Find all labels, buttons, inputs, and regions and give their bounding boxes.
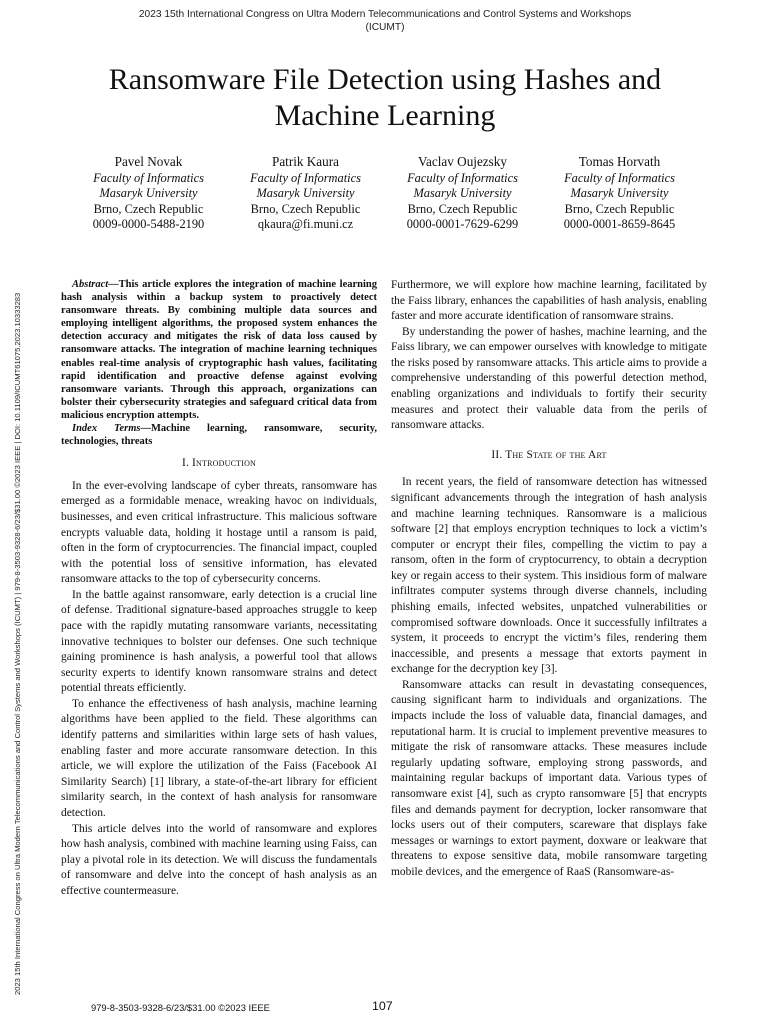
author-university: Masaryk University: [413, 186, 512, 201]
conference-header-line2: (ICUMT): [365, 22, 405, 33]
author-city: Brno, Czech Republic: [250, 201, 361, 216]
section-heading-state-of-the-art: II. The State of the Art: [491, 448, 607, 461]
conference-header: [90, 8, 680, 34]
index-terms: [61, 422, 377, 448]
abstract-text: —This article explores the integration of machine learning hash analysis within a backup system to proactively detect ransomware threats. By combining multiple data sources and employing intelligent algorithms, the proposed system enhances the detection accuracy and mitigates the risk of data loss caused by ransomware attacks. The integration of machine learning techniques enables real-time analysis of cryptographic hash values, facilitating rapid identification and proactive defense against evolving ransomware variants. Through this approach, organizations can bolster their cybersecurity strategies and safeguard critical data from malicious encryption attempts.: [61, 279, 377, 421]
paragraph: Ransomware attacks can result in devastating consequences, causing significant harm to individuals and organizations. The impacts include the loss of valuable data, financial damages, and reputational harm. It is crucial to implement preventive measures to mitigate the risk of ransomware attacks. These measures include regularly updating software, employing strong passwords, and maintaining regular backups of important data. Various types of ransomware exist [4], such as crypto ransomware [5] that encrypts files and demands payment for decryption, locker ransomware that locks users out of their computers, scareware that displays fake messages or warnings to extort payment, doxware or leakware that threatens to expose sensitive data, mobile ransomware targeting mobile devices, and the emergence of RaaS (Ransomware-as-: [391, 678, 707, 878]
author-name: Tomas Horvath: [578, 154, 661, 169]
author-orcid: 0000-0001-7629-6299: [406, 217, 519, 232]
author-university: Masaryk University: [570, 186, 669, 201]
author-university: Masaryk University: [256, 186, 355, 201]
right-column: [391, 278, 707, 880]
author-email: qkaura@fi.muni.cz: [257, 217, 354, 232]
left-column: [61, 278, 377, 899]
abstract: [61, 278, 377, 422]
author-3: [384, 154, 541, 233]
paper-title: Ransomware File Detection using Hashes and Machine Learning: [108, 63, 662, 132]
index-terms-text: —Machine learning, ransomware, security, technologies, threats: [61, 423, 377, 448]
paragraph: In the ever-evolving landscape of cyber threats, ransomware has emerged as a formidable menace, wreaking havoc on individuals, businesses, and even critical infrastructure. This malicious software encrypts valuable data, holding it hostage until a ransom is paid, often in the form of cryptocurrencies. The financial impact, coupled with the potential loss of sensitive information, has elevated ransomware attacks to the top of cybersecurity concerns.: [61, 479, 377, 586]
author-department: Faculty of Informatics: [250, 170, 361, 185]
author-4: [541, 154, 698, 233]
author-university: Masaryk University: [99, 186, 198, 201]
author-name: Vaclav Oujezsky: [418, 154, 507, 169]
author-orcid: 0009-0000-5488-2190: [92, 217, 205, 232]
conference-header-line1: 2023 15th International Congress on Ultra Modern Telecommunications and Control Systems and Workshops: [138, 9, 632, 20]
author-block: [70, 154, 698, 233]
paragraph: In recent years, the field of ransomware detection has witnessed significant advancements through the integration of hash analysis and machine learning techniques. Ransomware is a malicious software [2] that employs encryption techniques to lock a victim’s computer or encrypt their files, compelling the victim to pay a ransom, often in the form of cryptocurrency, to obtain a decryption key or regain access to their system. This insidious form of malware infiltrates computer systems through diverse channels, including phishing emails, infected websites, unpatched vulnerabilities or compromised software downloads. Once it successfully infiltrates a system, it proceeds to encrypt the victim’s files, rendering them inaccessible, and presents a message that extorts payment in exchange for the decryption key [3].: [391, 476, 707, 676]
paragraph: Furthermore, we will explore how machine learning, facilitated by the Faiss library, enhances the capabilities of hash analysis, enabling faster and more accurate identification of ransomware strains.: [391, 279, 707, 323]
page-number: 107: [372, 999, 393, 1013]
author-orcid: 0000-0001-8659-8645: [563, 217, 676, 232]
paragraph: This article delves into the world of ransomware and explores how hash analysis, combined with machine learning using Faiss, can play a pivotal role in its detection. We will discuss the fundamentals of ransomware and delve into the concept of hash analysis as an effective countermeasure.: [61, 822, 377, 897]
author-name: Patrik Kaura: [271, 154, 339, 169]
author-city: Brno, Czech Republic: [407, 201, 518, 216]
author-city: Brno, Czech Republic: [564, 201, 675, 216]
author-1: [70, 154, 227, 233]
paragraph: By understanding the power of hashes, machine learning, and the Faiss library, we can empower ourselves with knowledge to mitigate the risks posed by ransomware attacks. This article aims to provide a comprehensive understanding of this powerful detection method, enabling organizations and individuals to fortify their security measures and protect their valuable data from the perils of ransomware attacks.: [391, 325, 707, 432]
author-department: Faculty of Informatics: [407, 170, 518, 185]
author-department: Faculty of Informatics: [93, 170, 204, 185]
author-2: [227, 154, 384, 233]
paragraph: To enhance the effectiveness of hash analysis, machine learning algorithms have been applied to the field. These algorithms can identify patterns and similarities within large sets of hash values, enabling faster and more accurate ransomware detection. In this article, we will explore the utilization of the Faiss (Facebook AI Similarity Search) [1] library, a state-of-the-art library for efficient similarity search, in the context of hash analysis for ransomware detection.: [61, 697, 377, 819]
section-heading-introduction: I. Introduction: [181, 457, 257, 470]
author-department: Faculty of Informatics: [564, 170, 675, 185]
abstract-label: Abstract: [72, 279, 109, 290]
footer-isbn: 979-8-3503-9328-6/23/$31.00 ©2023 IEEE: [91, 1002, 270, 1013]
index-terms-label: Index Terms: [72, 423, 141, 435]
author-city: Brno, Czech Republic: [93, 201, 204, 216]
side-banner: 2023 15th International Congress on Ultra Modern Telecommunications and Control Systems and Workshops (ICUMT) | 979-8-3503-9328-6/23/$31.00 ©2023 IEEE | DOI: 10.1109/ICUMT61075.2023.10333283: [13, 292, 22, 995]
author-name: Pavel Novak: [114, 154, 183, 169]
paragraph: In the battle against ransomware, early detection is a crucial line of defense. Traditional signature-based approaches struggle to keep pace with the rapidly mutating ransomware variants, necessitating innovative techniques to bolster our defenses. One such technique gaining prominence is hash analysis, a powerful tool that allows security experts to identify known ransomware strains and detect potential threats efficiently.: [61, 588, 377, 695]
